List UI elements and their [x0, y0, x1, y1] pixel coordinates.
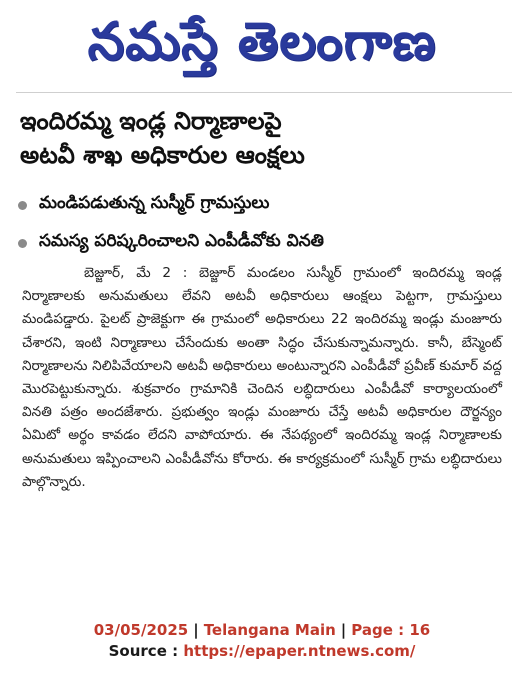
top-divider [16, 92, 512, 93]
footer-source-label: Source : [108, 642, 179, 660]
footer-meta [0, 620, 524, 641]
footer-edition: Telangana Main [203, 621, 336, 639]
footer [0, 620, 524, 662]
footer-source-link[interactable]: https://epaper.ntnews.com/ [183, 642, 416, 660]
headline-line-2: అటవీ శాఖ అధికారుల ఆంక్షలు [20, 141, 305, 169]
bullet-icon [18, 201, 27, 210]
masthead-logo: నమస్తే తెలంగాణ [87, 12, 437, 72]
footer-date: 03/05/2025 [93, 621, 189, 639]
subhead-text: సమస్య పరిష్కరించాలని ఎంపీడీవోకు వినతి [39, 231, 324, 251]
bullet-icon [18, 239, 27, 248]
footer-source [0, 641, 524, 662]
subhead-2 [18, 230, 508, 256]
article-body: బెజ్జూర్, మే 2 : బెజ్జూర్ మండలం సుస్మీర్ గ్రామంలో ఇందిరమ్మ ఇండ్ల నిర్మాణాలకు అనుమతులు లేవని అటవీ అధికారులు ఆంక్షలు పెట్టగా, గ్రామస్తులు మండిపడ్డారు. పైలట్ ప్రాజెక్టుగా ఈ గ్రామంలో అధికారులు 22 ఇందిరమ్మ ఇండ్లు మంజూరు చేశారని, ఇంటి నిర్మాణాలు చేసేందుకు అంతా సిద్ధం చేసుకున్నామన్నారు. కానీ, బేస్మెంట్ నిర్మాణాలను నిలిపివేయాలని అటవీ అధికారులు అంటున్నారని ఎంపీడీవో ప్రవీణ్ కుమార్ వద్ద మొరపెట్టుకున్నారు. శుక్రవారం గ్రామానికి చెందిన లబ్ధిదారులు ఎంపీడీవో కార్యాలయంలో వినతి పత్రం అందజేశారు. ప్రభుత్వం ఇండ్లు మంజూరు చేస్తే అటవీ అధికారుల దౌర్జన్యం ఏమిటో అర్థం కావడం లేదని వాపోయారు. ఈ నేపథ్యంలో ఇందిరమ్మ ఇండ్ల నిర్మాణాలకు అనుమతులు ఇప్పించాలని ఎంపీడీవోను కోరారు. ఈ కార్యక్రమంలో సుస్మీర్ గ్రామ లబ్ధిదారులు పాల్గొన్నారు. [22, 265, 502, 490]
subhead-1 [18, 192, 508, 218]
footer-separator: | [193, 621, 199, 639]
footer-separator: | [340, 621, 347, 639]
masthead [0, 0, 524, 84]
headline [20, 104, 510, 172]
subhead-text: మండిపడుతున్న సుస్మీర్ గ్రామస్తులు [39, 193, 270, 213]
headline-line-1: ఇందిరమ్మ ఇండ్ల నిర్మాణాలపై [20, 107, 282, 135]
footer-page: Page : 16 [351, 621, 431, 639]
